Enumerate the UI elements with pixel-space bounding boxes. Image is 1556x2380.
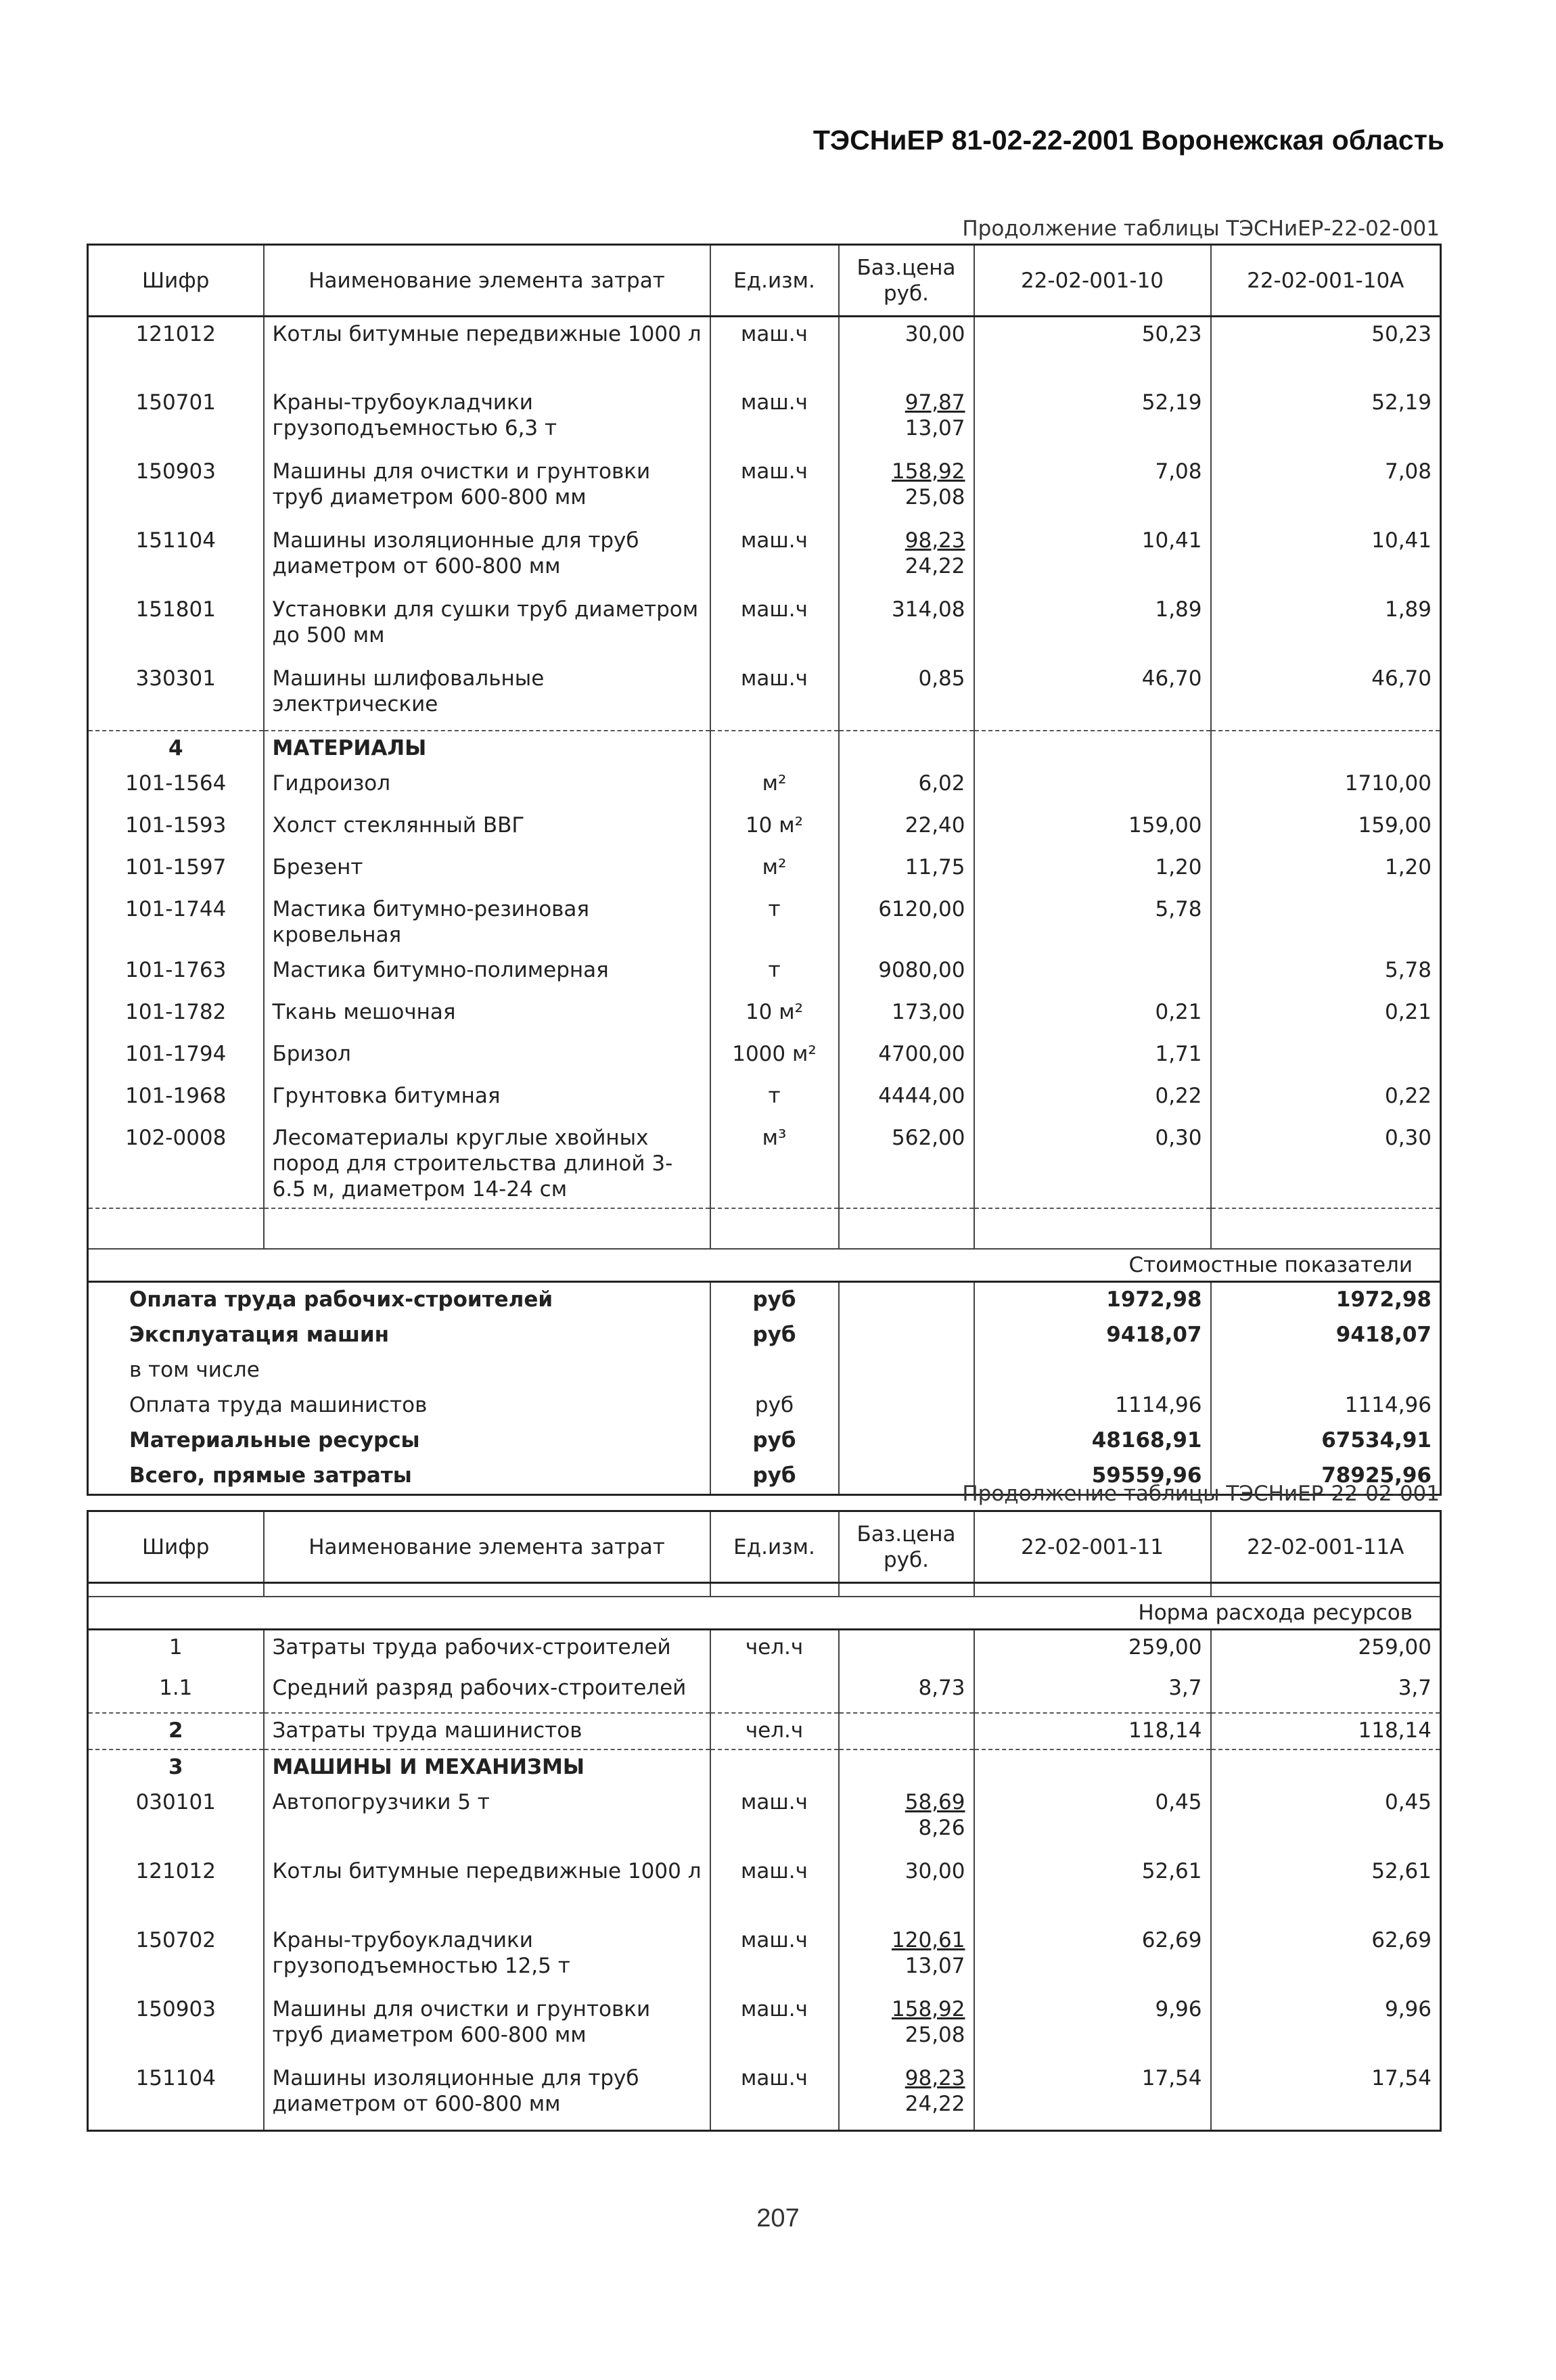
row-name: Краны-трубоукладчики грузоподъемностью 6,3 т [264, 386, 710, 455]
price-main: 6120,00 [878, 896, 965, 921]
row-name: Брезент [264, 850, 710, 892]
price-main: 97,87 [905, 390, 965, 415]
row-value-1: 52,61 [974, 1854, 1211, 1923]
row-code: 150702 [135, 1928, 216, 1952]
col-header-code: Шифр [88, 245, 264, 317]
row-value-2: 118,14 [1211, 1713, 1441, 1749]
section-title: МАШИНЫ И МЕХАНИЗМЫ [264, 1749, 710, 1785]
row-value-2: 1710,00 [1211, 766, 1441, 808]
total-label: Оплата труда машинистов [129, 1392, 428, 1417]
price-machinist-wage: 13,07 [905, 1954, 965, 1978]
price-main: 4444,00 [878, 1083, 965, 1108]
price-main: 4700,00 [878, 1041, 965, 1066]
row-unit: маш.ч [710, 1992, 839, 2061]
row-code: 330301 [135, 666, 216, 691]
price-machinist-wage: 13,07 [905, 415, 965, 440]
row-price [839, 892, 974, 953]
row-value-2: 17,54 [1211, 2061, 1441, 2130]
total-row [88, 1353, 1441, 1388]
material-row [88, 953, 1441, 995]
row-value-2: 0,21 [1211, 995, 1441, 1037]
row-name: Автопогрузчики 5 т [264, 1785, 710, 1854]
row-price [839, 1629, 974, 1671]
row-value-1: 3,7 [974, 1671, 1211, 1713]
row-price [839, 317, 974, 386]
section-code: 3 [88, 1749, 264, 1785]
total-label: Эксплуатация машин [129, 1322, 390, 1347]
row-unit: 10 м² [710, 995, 839, 1037]
price-machinist-wage: 24,22 [905, 553, 965, 578]
total-value-1: 9418,07 [974, 1318, 1211, 1353]
row-code: 101-1968 [125, 1083, 227, 1108]
total-unit: руб [710, 1459, 839, 1495]
price-main: 98,23 [905, 528, 965, 553]
section-row-materials [88, 731, 1441, 766]
row-name: Машины шлифовальные электрические [264, 662, 710, 731]
material-row [88, 1121, 1441, 1208]
total-row [88, 1388, 1441, 1423]
row-value-1: 17,54 [974, 2061, 1211, 2130]
price-main: 30,00 [905, 1859, 965, 1883]
total-label: в том числе [129, 1357, 260, 1382]
row-unit [710, 1671, 839, 1713]
row-code: 151801 [135, 597, 216, 622]
row-price [839, 1992, 974, 2061]
row-value-2: 50,23 [1211, 317, 1441, 386]
total-value-2: 78925,96 [1211, 1459, 1441, 1495]
row-price [839, 995, 974, 1037]
row-price [839, 1079, 974, 1121]
total-empty [839, 1281, 974, 1318]
total-empty [839, 1318, 974, 1353]
table2-continuation-caption: Продолжение таблицы ТЭСНиЕР-22-02-001 [962, 1482, 1440, 1506]
row-unit: 10 м² [710, 808, 839, 850]
row-code: 150903 [135, 1997, 216, 2021]
row-value-2: 159,00 [1211, 808, 1441, 850]
total-empty [839, 1353, 974, 1388]
row-price [839, 1713, 974, 1749]
price-main: 8,73 [918, 1676, 965, 1700]
price-machinist-wage: 8,26 [918, 1816, 965, 1840]
total-value-1 [974, 1353, 1211, 1388]
total-value-2 [1211, 1353, 1441, 1388]
row-value-1: 5,78 [974, 892, 1211, 953]
page-number: 207 [756, 2204, 800, 2233]
section-code: 4 [88, 731, 264, 766]
row-value-1: 0,45 [974, 1785, 1211, 1854]
row-value-1: 62,69 [974, 1923, 1211, 1992]
row-value-2: 10,41 [1211, 524, 1441, 593]
price-main: 58,69 [905, 1790, 965, 1814]
row-unit: маш.ч [710, 317, 839, 386]
row-unit: т [710, 892, 839, 953]
total-row [88, 1281, 1441, 1318]
price-main: 0,85 [918, 666, 965, 691]
total-value-2: 1114,96 [1211, 1388, 1441, 1423]
machine-row [88, 455, 1441, 524]
row-code: 101-1593 [125, 813, 227, 838]
row-value-2: 52,19 [1211, 386, 1441, 455]
row-value-1: 0,21 [974, 995, 1211, 1037]
material-row [88, 995, 1441, 1037]
row-value-2: 0,45 [1211, 1785, 1441, 1854]
material-row [88, 1037, 1441, 1079]
row-price [839, 1785, 974, 1854]
row-code: 121012 [135, 322, 216, 346]
table1 [87, 244, 1442, 1496]
total-value-1: 1972,98 [974, 1281, 1211, 1318]
row-unit: м² [710, 766, 839, 808]
total-label: Оплата труда рабочих-строителей [129, 1287, 553, 1312]
row-name: Котлы битумные передвижные 1000 л [264, 1854, 710, 1923]
row-value-1: 259,00 [974, 1629, 1211, 1671]
row-unit: маш.ч [710, 524, 839, 593]
row-code: 101-1744 [125, 896, 227, 921]
row-code: 151104 [135, 528, 216, 553]
price-main: 314,08 [892, 597, 965, 622]
row-name: Ткань мешочная [264, 995, 710, 1037]
row-price [839, 808, 974, 850]
row-code: 121012 [135, 1859, 216, 1883]
total-label: Материальные ресурсы [129, 1427, 420, 1452]
row-value-1: 46,70 [974, 662, 1211, 731]
total-empty [839, 1388, 974, 1423]
table1-material-rows [88, 766, 1441, 1208]
row-unit: маш.ч [710, 2061, 839, 2130]
row-name: Мастика битумно-полимерная [264, 953, 710, 995]
machine-row [88, 1923, 1441, 1992]
total-unit: руб [710, 1318, 839, 1353]
row-price [839, 1037, 974, 1079]
price-main: 9080,00 [878, 957, 965, 982]
row-code: 150903 [135, 459, 216, 484]
total-row [88, 1318, 1441, 1353]
col-header-norm-1: 22-02-001-10 [974, 245, 1211, 317]
section-title: МАТЕРИАЛЫ [264, 731, 710, 766]
col-header-price: Баз.цена руб. [839, 1511, 974, 1583]
labor-row [88, 1671, 1441, 1713]
row-unit: маш.ч [710, 386, 839, 455]
machine-row [88, 2061, 1441, 2130]
row-name: Бризол [264, 1037, 710, 1079]
machine-row [88, 1785, 1441, 1854]
row-code: 2 [88, 1713, 264, 1749]
row-code: 150701 [135, 390, 216, 415]
price-machinist-wage: 25,08 [905, 2023, 965, 2047]
row-code: 101-1597 [125, 854, 227, 879]
machine-row [88, 1854, 1441, 1923]
row-price [839, 1121, 974, 1208]
row-value-2 [1211, 1037, 1441, 1079]
row-code: 101-1763 [125, 957, 227, 982]
row-unit: маш.ч [710, 1785, 839, 1854]
row-name: Гидроизол [264, 766, 710, 808]
row-value-2: 3,7 [1211, 1671, 1441, 1713]
row-value-1: 1,89 [974, 593, 1211, 662]
row-unit: маш.ч [710, 662, 839, 731]
machinists-row [88, 1713, 1441, 1749]
row-name: Машины изоляционные для труб диаметром от 600-800 мм [264, 2061, 710, 2130]
row-value-2: 7,08 [1211, 455, 1441, 524]
row-value-1: 10,41 [974, 524, 1211, 593]
price-main: 22,40 [905, 813, 965, 838]
material-row [88, 808, 1441, 850]
row-price [839, 662, 974, 731]
total-label: Всего, прямые затраты [129, 1463, 412, 1488]
row-name: Грунтовка битумная [264, 1079, 710, 1121]
section-row-machines [88, 1749, 1441, 1785]
row-value-2: 62,69 [1211, 1923, 1441, 1992]
row-unit: м³ [710, 1121, 839, 1208]
total-value-1: 59559,96 [974, 1459, 1211, 1495]
norm-caption: Норма расхода ресурсов [88, 1597, 1441, 1630]
table2-machine-rows [88, 1785, 1441, 2130]
row-code: 101-1794 [125, 1041, 227, 1066]
row-price [839, 386, 974, 455]
total-unit: руб [710, 1423, 839, 1459]
row-value-2: 52,61 [1211, 1854, 1441, 1923]
row-unit: маш.ч [710, 1854, 839, 1923]
row-value-2: 46,70 [1211, 662, 1441, 731]
col-header-norm-2: 22-02-001-10А [1211, 245, 1441, 317]
row-value-1: 50,23 [974, 317, 1211, 386]
row-price [839, 766, 974, 808]
row-unit: т [710, 953, 839, 995]
total-unit: руб [710, 1281, 839, 1318]
row-value-1: 118,14 [974, 1713, 1211, 1749]
price-main: 173,00 [892, 999, 965, 1024]
row-value-2: 0,22 [1211, 1079, 1441, 1121]
table2-labor-rows [88, 1629, 1441, 1713]
price-main: 158,92 [892, 459, 965, 484]
row-value-2: 5,78 [1211, 953, 1441, 995]
labor-row [88, 1629, 1441, 1671]
col-header-name: Наименование элемента затрат [264, 245, 710, 317]
row-value-1: 0,30 [974, 1121, 1211, 1208]
row-value-2: 259,00 [1211, 1629, 1441, 1671]
row-unit: маш.ч [710, 1923, 839, 1992]
row-price [839, 455, 974, 524]
total-value-1: 1114,96 [974, 1388, 1211, 1423]
col-header-unit: Ед.изм. [710, 1511, 839, 1583]
row-value-1: 0,22 [974, 1079, 1211, 1121]
machine-row [88, 662, 1441, 731]
machine-row [88, 524, 1441, 593]
col-header-name: Наименование элемента затрат [264, 1511, 710, 1583]
row-price [839, 850, 974, 892]
material-row [88, 892, 1441, 953]
table1-totals [88, 1281, 1441, 1494]
row-name: Машины изоляционные для труб диаметром от 600-800 мм [264, 524, 710, 593]
row-value-1: 159,00 [974, 808, 1211, 850]
machine-row [88, 317, 1441, 386]
row-name: Машины для очистки и грунтовки труб диаметром 600-800 мм [264, 1992, 710, 2061]
total-row [88, 1423, 1441, 1459]
price-main: 6,02 [918, 771, 965, 796]
material-row [88, 1079, 1441, 1121]
table1-machine-rows [88, 317, 1441, 731]
row-unit: маш.ч [710, 455, 839, 524]
row-price [839, 1923, 974, 1992]
total-value-2: 67534,91 [1211, 1423, 1441, 1459]
row-value-1: 7,08 [974, 455, 1211, 524]
row-name: Мастика битумно-резиновая кровельная [264, 892, 710, 953]
row-name: Затраты труда рабочих-строителей [264, 1629, 710, 1671]
cost-indicators-caption: Стоимостные показатели [88, 1249, 1441, 1282]
row-code: 102-0008 [125, 1125, 227, 1150]
col-header-unit: Ед.изм. [710, 245, 839, 317]
page-header: ТЭСНиЕР 81-02-22-2001 Воронежская область [813, 124, 1444, 156]
total-unit [710, 1353, 839, 1388]
row-code: 101-1564 [125, 771, 227, 796]
row-value-1 [974, 766, 1211, 808]
row-unit: чел.ч [710, 1629, 839, 1671]
price-main: 30,00 [905, 322, 965, 346]
machine-row [88, 593, 1441, 662]
row-name: Лесоматериалы круглые хвойных пород для строительства длиной 3-6.5 м, диаметром 14-24 см [264, 1121, 710, 1208]
row-value-1: 9,96 [974, 1992, 1211, 2061]
material-row [88, 766, 1441, 808]
machine-row [88, 386, 1441, 455]
row-name: Котлы битумные передвижные 1000 л [264, 317, 710, 386]
price-machinist-wage: 25,08 [905, 484, 965, 509]
col-header-code: Шифр [88, 1511, 264, 1583]
row-price [839, 953, 974, 995]
row-price [839, 1671, 974, 1713]
row-code: 101-1782 [125, 999, 227, 1024]
price-machinist-wage: 24,22 [905, 2092, 965, 2116]
row-name: Затраты труда машинистов [264, 1713, 710, 1749]
row-code: 151104 [135, 2066, 216, 2090]
row-price [839, 524, 974, 593]
row-value-1: 1,20 [974, 850, 1211, 892]
row-unit: чел.ч [710, 1713, 839, 1749]
col-header-price: Баз.цена руб. [839, 245, 974, 317]
row-name: Средний разряд рабочих-строителей [264, 1671, 710, 1713]
row-code: 030101 [135, 1790, 216, 1814]
price-main: 158,92 [892, 1997, 965, 2021]
price-main: 120,61 [892, 1928, 965, 1952]
row-unit: м² [710, 850, 839, 892]
row-code: 1 [168, 1634, 183, 1660]
price-main: 98,23 [905, 2066, 965, 2090]
row-price [839, 593, 974, 662]
total-empty [839, 1423, 974, 1459]
row-value-2: 9,96 [1211, 1992, 1441, 2061]
price-main: 562,00 [892, 1125, 965, 1150]
row-name: Холст стеклянный ВВГ [264, 808, 710, 850]
col-header-norm-1: 22-02-001-11 [974, 1511, 1211, 1583]
machine-row [88, 1992, 1441, 2061]
total-unit: руб [710, 1388, 839, 1423]
total-value-2: 1972,98 [1211, 1281, 1441, 1318]
row-value-2: 1,89 [1211, 593, 1441, 662]
total-value-2: 9418,07 [1211, 1318, 1441, 1353]
row-value-1: 1,71 [974, 1037, 1211, 1079]
col-header-norm-2: 22-02-001-11А [1211, 1511, 1441, 1583]
row-value-2: 1,20 [1211, 850, 1441, 892]
row-price [839, 1854, 974, 1923]
row-name: Машины для очистки и грунтовки труб диаметром 600-800 мм [264, 455, 710, 524]
table2 [87, 1510, 1442, 2132]
row-unit: 1000 м² [710, 1037, 839, 1079]
table1-continuation-caption: Продолжение таблицы ТЭСНиЕР-22-02-001 [962, 216, 1440, 241]
row-value-2 [1211, 892, 1441, 953]
material-row [88, 850, 1441, 892]
row-unit: маш.ч [710, 593, 839, 662]
row-price [839, 2061, 974, 2130]
total-value-1: 48168,91 [974, 1423, 1211, 1459]
row-value-1 [974, 953, 1211, 995]
row-name: Краны-трубоукладчики грузоподъемностью 12,5 т [264, 1923, 710, 1992]
price-main: 11,75 [905, 854, 965, 879]
row-value-1: 52,19 [974, 386, 1211, 455]
row-value-2: 0,30 [1211, 1121, 1441, 1208]
row-unit: т [710, 1079, 839, 1121]
row-name: Установки для сушки труб диаметром до 500 мм [264, 593, 710, 662]
row-code: 1.1 [159, 1676, 193, 1700]
